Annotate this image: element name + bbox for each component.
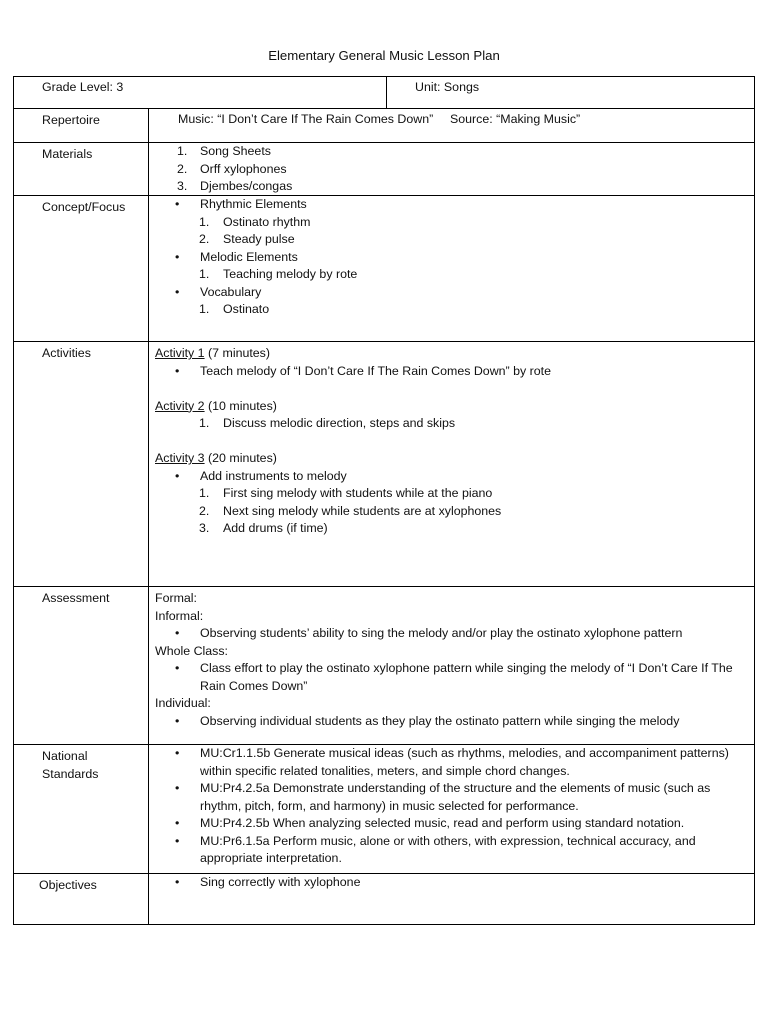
objectives-label: Objectives xyxy=(39,878,97,892)
list-item: 1. Song Sheets xyxy=(177,144,271,158)
activities-label-cell xyxy=(14,342,149,586)
concept-label-cell xyxy=(14,196,149,341)
list-item: 1. First sing melody with students while at the piano xyxy=(199,486,493,500)
list-item: • Vocabulary xyxy=(155,284,748,302)
objectives-label-cell xyxy=(14,874,149,924)
repertoire-label: Repertoire xyxy=(42,113,100,127)
materials-label-cell xyxy=(14,143,149,195)
unit: Unit: Songs xyxy=(415,80,480,94)
repertoire-label-cell xyxy=(14,109,149,142)
page-title: Elementary General Music Lesson Plan xyxy=(268,48,500,63)
list-item: • Observing students’ ability to sing the melody and/or play the ostinato xylophone pattern xyxy=(155,625,748,643)
list-item: 2. Steady pulse xyxy=(199,232,295,246)
concept-label: Concept/Focus xyxy=(42,200,126,214)
list-item: 2. Orff xylophones xyxy=(177,161,287,176)
list-item: • MU:Cr1.1.5b Generate musical ideas (such as rhythms, melodies, and accompaniment patterns) within specific related tonalities, meters, and simple chord changes. xyxy=(155,745,748,780)
list-item: • Class effort to play the ostinato xylophone pattern while singing the melody of “I Don’t Care If The Rain Comes Down” xyxy=(155,660,748,695)
list-item: 1. Ostinato xyxy=(199,302,270,316)
assessment-label: Assessment xyxy=(42,591,110,605)
list-item: 3. Add drums (if time) xyxy=(199,521,328,535)
list-item: • Add instruments to melody xyxy=(155,468,748,486)
list-item: • MU:Pr4.2.5a Demonstrate understanding of the structure and the elements of music (such as rhythm, pitch, form, and harmony) in music selected for performance. xyxy=(155,780,748,815)
list-item: 1. Teaching melody by rote xyxy=(199,267,358,281)
repertoire-row xyxy=(13,108,755,142)
repertoire-source: Source: “Making Music” xyxy=(450,112,581,126)
list-item: • MU:Pr4.2.5b When analyzing selected music, read and perform using standard notation. xyxy=(155,815,748,833)
activities-label: Activities xyxy=(42,346,91,360)
assessment-individual: Individual: xyxy=(155,696,211,710)
list-item: • Teach melody of “I Don’t Care If The Rain Comes Down” by rote xyxy=(155,363,748,381)
list-item: • Sing correctly with xylophone xyxy=(155,874,748,892)
standards-row xyxy=(13,744,755,873)
assessment-row xyxy=(13,586,755,744)
list-item: • Rhythmic Elements xyxy=(155,196,748,214)
grade-level: Grade Level: 3 xyxy=(42,80,124,94)
activity-heading: Activity 1 (7 minutes) xyxy=(155,346,271,360)
list-item: 2. Next sing melody while students are at xylophones xyxy=(199,503,502,518)
list-item: • Melodic Elements xyxy=(155,249,748,267)
list-item: 1. Discuss melodic direction, steps and skips xyxy=(199,416,456,430)
header-divider xyxy=(386,77,387,108)
assessment-label-cell xyxy=(14,587,149,744)
assessment-informal: Informal: xyxy=(155,608,204,623)
assessment-whole-class: Whole Class: xyxy=(155,643,228,658)
standards-label-cell xyxy=(14,745,149,873)
activity-heading: Activity 3 (20 minutes) xyxy=(155,451,277,465)
activity-heading: Activity 2 (10 minutes) xyxy=(155,398,277,413)
list-item: 3. Djembes/congas xyxy=(177,179,293,193)
header-row xyxy=(13,76,755,108)
list-item: 1. Ostinato rhythm xyxy=(199,214,311,229)
repertoire-music: Music: “I Don’t Care If The Rain Comes Down” xyxy=(178,112,434,126)
materials-label: Materials xyxy=(42,147,93,161)
assessment-formal: Formal: xyxy=(155,591,197,605)
standards-label: National Standards xyxy=(42,749,99,781)
list-item: • MU:Pr6.1.5a Perform music, alone or with others, with expression, technical accuracy, and appropriate interpretation. xyxy=(155,833,748,868)
objectives-row xyxy=(13,873,755,925)
list-item: • Observing individual students as they play the ostinato pattern while singing the melody xyxy=(155,713,748,731)
concept-row xyxy=(13,195,755,341)
activities-row xyxy=(13,341,755,586)
materials-row xyxy=(13,142,755,195)
